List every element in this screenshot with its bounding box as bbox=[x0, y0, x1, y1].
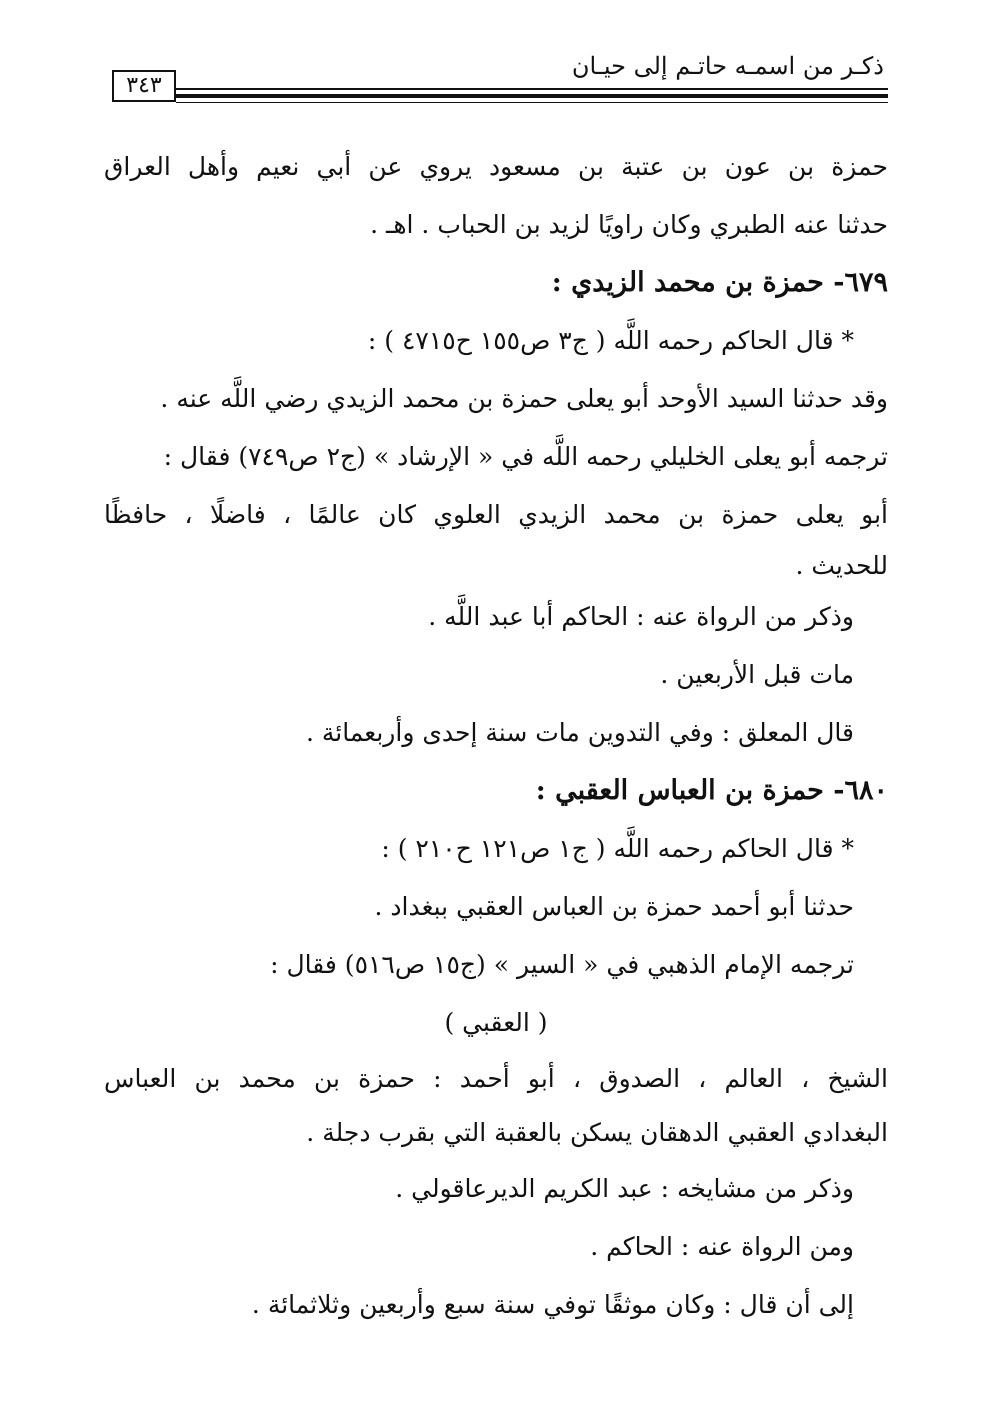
text-line-14: حدثنا أبو أحمد حمزة بن العباس العقبي ببغداد . bbox=[374, 892, 854, 921]
text-line-5: وقد حدثنا السيد الأوحد أبو يعلى حمزة بن محمد الزيدي رضي اللَّه عنه . bbox=[160, 384, 888, 413]
text-line-17: الشيخ ، العالم ، الصدوق ، أبو أحمد : حمزة بن محمد بن العباس bbox=[104, 1064, 888, 1093]
header-rule-bottom bbox=[176, 102, 888, 103]
text-line-18: البغدادي العقبي الدهقان يسكن بالعقبة التي بقرب دجلة . bbox=[306, 1118, 888, 1147]
page-body bbox=[104, 138, 888, 1334]
text-line-11: قال المعلق : وفي التدوين مات سنة إحدى وأربعمائة . bbox=[305, 718, 854, 747]
text-line-9: وذكر من الرواة عنه : الحاكم أبا عبد اللَّه . bbox=[428, 602, 854, 631]
text-line-15: ترجمه الإمام الذهبي في « السير » (ج١٥ ص٥١٦) فقال : bbox=[270, 950, 854, 979]
text-line-1: حمزة بن عون بن عتبة بن مسعود يروي عن أبي نعيم وأهل العراق bbox=[104, 152, 888, 181]
text-line-21: إلى أن قال : وكان موثقًا توفي سنة سبع وأربعين وثلاثمائة . bbox=[251, 1290, 854, 1319]
running-header-title: ذكـر من اسمـه حاتـم إلى حيـان bbox=[571, 52, 884, 80]
text-line-20: ومن الرواة عنه : الحاكم . bbox=[590, 1232, 854, 1261]
text-line-hakim-citation-1: * قال الحاكم رحمه اللَّه ( ج٣ ص١٥٥ ح٤٧١٥ ) : bbox=[367, 326, 854, 355]
entry-heading-679: ٦٧٩- حمزة بن محمد الزيدي : bbox=[551, 267, 888, 298]
entry-heading-680: ٦٨٠- حمزة بن العباس العقبي : bbox=[535, 775, 888, 806]
header-rule-top bbox=[176, 88, 888, 90]
nisba-subheading: ( العقبي ) bbox=[444, 1008, 548, 1037]
page-number-box: ٣٤٣ bbox=[112, 70, 176, 102]
text-line-10: مات قبل الأربعين . bbox=[660, 660, 854, 689]
header-rule-middle bbox=[176, 94, 888, 98]
text-line-7: أبو يعلى حمزة بن محمد الزيدي العلوي كان عالمًا ، فاضلًا ، حافظًا bbox=[104, 500, 888, 529]
text-line-2: حدثنا عنه الطبري وكان راويًا لزيد بن الحباب . اهـ . bbox=[370, 210, 888, 239]
text-line-hakim-citation-2: * قال الحاكم رحمه اللَّه ( ج١ ص١٢١ ح٢١٠ ) : bbox=[381, 834, 854, 863]
text-line-8: للحديث . bbox=[795, 551, 888, 580]
text-line-19: وذكر من مشايخه : عبد الكريم الديرعاقولي . bbox=[395, 1174, 854, 1203]
text-line-6: ترجمه أبو يعلى الخليلي رحمه اللَّه في « الإرشاد » (ج٢ ص٧٤٩) فقال : bbox=[163, 442, 888, 471]
